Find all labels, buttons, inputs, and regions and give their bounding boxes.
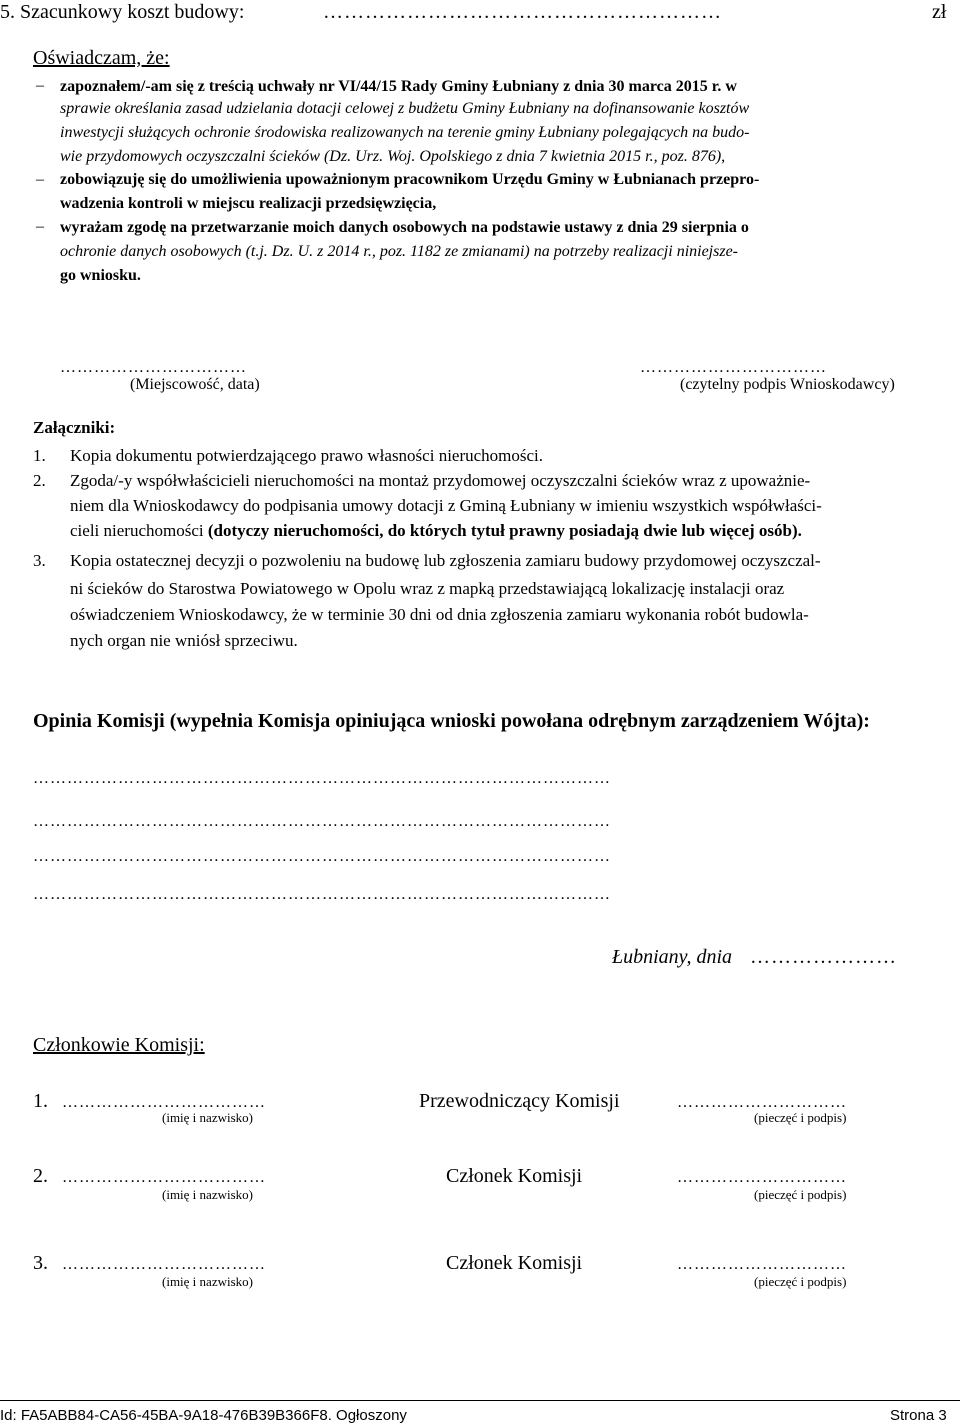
dash-bullet: – xyxy=(36,218,44,235)
member-3-sign-dots: ………………………… xyxy=(677,1256,847,1273)
member-3-name-caption: (imię i nazwisko) xyxy=(162,1274,253,1289)
declaration-item-3-line-2: ochronie danych osobowych (t.j. Dz. U. z 2014 r., poz. 1182 ze zmianami) na potrzeby realizacji niniejsze- xyxy=(60,243,739,260)
attachment-3-line-3: oświadczeniem Wnioskodawcy, że w terminie 30 dni od dnia zgłoszenia zamiaru wykonania robót budowla- xyxy=(70,605,809,624)
commission-opinion-title: Opinia Komisji (wypełnia Komisja opiniująca wnioski powołana odrębnym zarządzeniem Wójta): xyxy=(33,710,870,732)
place-date-label: Łubniany, dnia xyxy=(612,946,733,968)
declaration-item-2-line-1: zobowiązuję się do umożliwienia upoważnionym pracownikom Urzędu Gminy w Łubnianach przepro- xyxy=(60,171,760,188)
declaration-item-1-line-3: inwestycji służących ochronie środowiska realizowanych na terenie gminy Łubniany polegających na budo- xyxy=(60,124,750,141)
commission-members-title: Członkowie Komisji: xyxy=(33,1034,205,1056)
attachment-2-num: 2. xyxy=(33,471,46,490)
member-2-name-dots: ……………………………… xyxy=(62,1169,266,1186)
section-5-label: 5. Szacunkowy koszt budowy: xyxy=(0,1,245,23)
member-2-role: Członek Komisji xyxy=(446,1165,583,1187)
member-1-name-caption: (imię i nazwisko) xyxy=(162,1110,253,1125)
place-date-value-dots: ………………… xyxy=(750,946,897,968)
attachment-2-line-2: niem dla Wnioskodawcy do podpisania umowy dotacji z Gminą Łubniany w imieniu wszystkich współwłaści- xyxy=(70,496,822,515)
attachment-3-line-4: nych organ nie wniósł sprzeciwu. xyxy=(70,631,298,650)
applicant-signature-caption: (czytelny podpis Wnioskodawcy) xyxy=(680,376,895,393)
attachment-2-bold-note: (dotyczy nieruchomości, do których tytuł prawny posiadają dwie lub więcej osób). xyxy=(207,521,802,540)
footer-id: Id: FA5ABB84-CA56-45BA-9A18-476B39B366F8. Ogłoszony xyxy=(0,1407,407,1424)
member-2-sign-dots: ………………………… xyxy=(677,1169,847,1186)
member-3-role: Członek Komisji xyxy=(446,1252,583,1274)
attachment-2-line-1: Zgoda/-y współwłaścicieli nieruchomości na montaż przydomowej oczyszczalni ścieków wraz z upoważnie- xyxy=(70,471,811,490)
declaration-item-2-line-2: wadzenia kontroli w miejscu realizacji przedsięwzięcia, xyxy=(60,195,437,212)
place-date-dots: …………………………… xyxy=(60,359,247,376)
place-date-caption: (Miejscowość, data) xyxy=(130,376,260,393)
declaration-item-1-line-1: zapoznałem/-am się z treścią uchwały nr VI/44/15 Rady Gminy Łubniany z dnia 30 marca 2015 r. w xyxy=(60,78,737,95)
member-2-name-caption: (imię i nazwisko) xyxy=(162,1187,253,1202)
opinion-line-1: ………………………………………………………………………………………… xyxy=(33,770,611,787)
member-2-num: 2. xyxy=(33,1165,48,1187)
footer-rule xyxy=(0,1400,960,1401)
cost-dots: ………………………………………………… xyxy=(323,1,722,23)
member-3-name-dots: ……………………………… xyxy=(62,1256,266,1273)
currency-unit: zł xyxy=(932,1,947,23)
declaration-item-1-line-4: wie przydomowych oczyszczalni ścieków (Dz. Urz. Woj. Opolskiego z dnia 7 kwietnia 2015 r., poz. 876), xyxy=(60,148,726,165)
declaration-item-3-line-1: wyrażam zgodę na przetwarzanie moich danych osobowych na podstawie ustawy z dnia 29 sierpnia o xyxy=(60,219,749,236)
declaration-item-3-line-3: go wniosku. xyxy=(60,267,141,284)
dash-bullet: – xyxy=(36,77,44,94)
attachment-3-line-2: ni ścieków do Starostwa Powiatowego w Opolu wraz z mapką przedstawiającą lokalizację instalacji oraz xyxy=(70,579,785,598)
member-1-role: Przewodniczący Komisji xyxy=(419,1090,620,1112)
member-1-name-dots: ……………………………… xyxy=(62,1094,266,1111)
attachment-1-text: Kopia dokumentu potwierdzającego prawo własności nieruchomości. xyxy=(70,446,544,465)
member-3-sign-caption: (pieczęć i podpis) xyxy=(754,1274,847,1289)
dash-bullet: – xyxy=(36,171,44,188)
attachments-title: Załączniki: xyxy=(33,418,116,437)
footer-page-number: Strona 3 xyxy=(890,1407,947,1424)
member-1-num: 1. xyxy=(33,1090,48,1112)
opinion-line-4: ………………………………………………………………………………………… xyxy=(33,886,611,903)
member-1-sign-dots: ………………………… xyxy=(677,1094,847,1111)
opinion-line-2: ………………………………………………………………………………………… xyxy=(33,813,611,830)
attachment-1-num: 1. xyxy=(33,446,46,465)
member-2-sign-caption: (pieczęć i podpis) xyxy=(754,1187,847,1202)
declaration-item-1-line-2: sprawie określania zasad udzielania dotacji celowej z budżetu Gminy Łubniany na dofinansowanie kosztów xyxy=(60,100,750,117)
attachment-3-line-1: Kopia ostatecznej decyzji o pozwoleniu na budowę lub zgłoszenia zamiaru budowy przydomowej oczyszczal- xyxy=(70,551,821,570)
declaration-title: Oświadczam, że: xyxy=(33,47,170,69)
opinion-line-3: ………………………………………………………………………………………… xyxy=(33,848,611,865)
member-1-sign-caption: (pieczęć i podpis) xyxy=(754,1110,847,1125)
attachment-2-line-3: cieli nieruchomości (dotyczy nieruchomości, do których tytuł prawny posiadają dwie lub więcej osób). xyxy=(70,521,802,540)
member-3-num: 3. xyxy=(33,1252,48,1274)
applicant-signature-dots: …………………………… xyxy=(640,359,827,376)
attachment-3-num: 3. xyxy=(33,551,46,570)
